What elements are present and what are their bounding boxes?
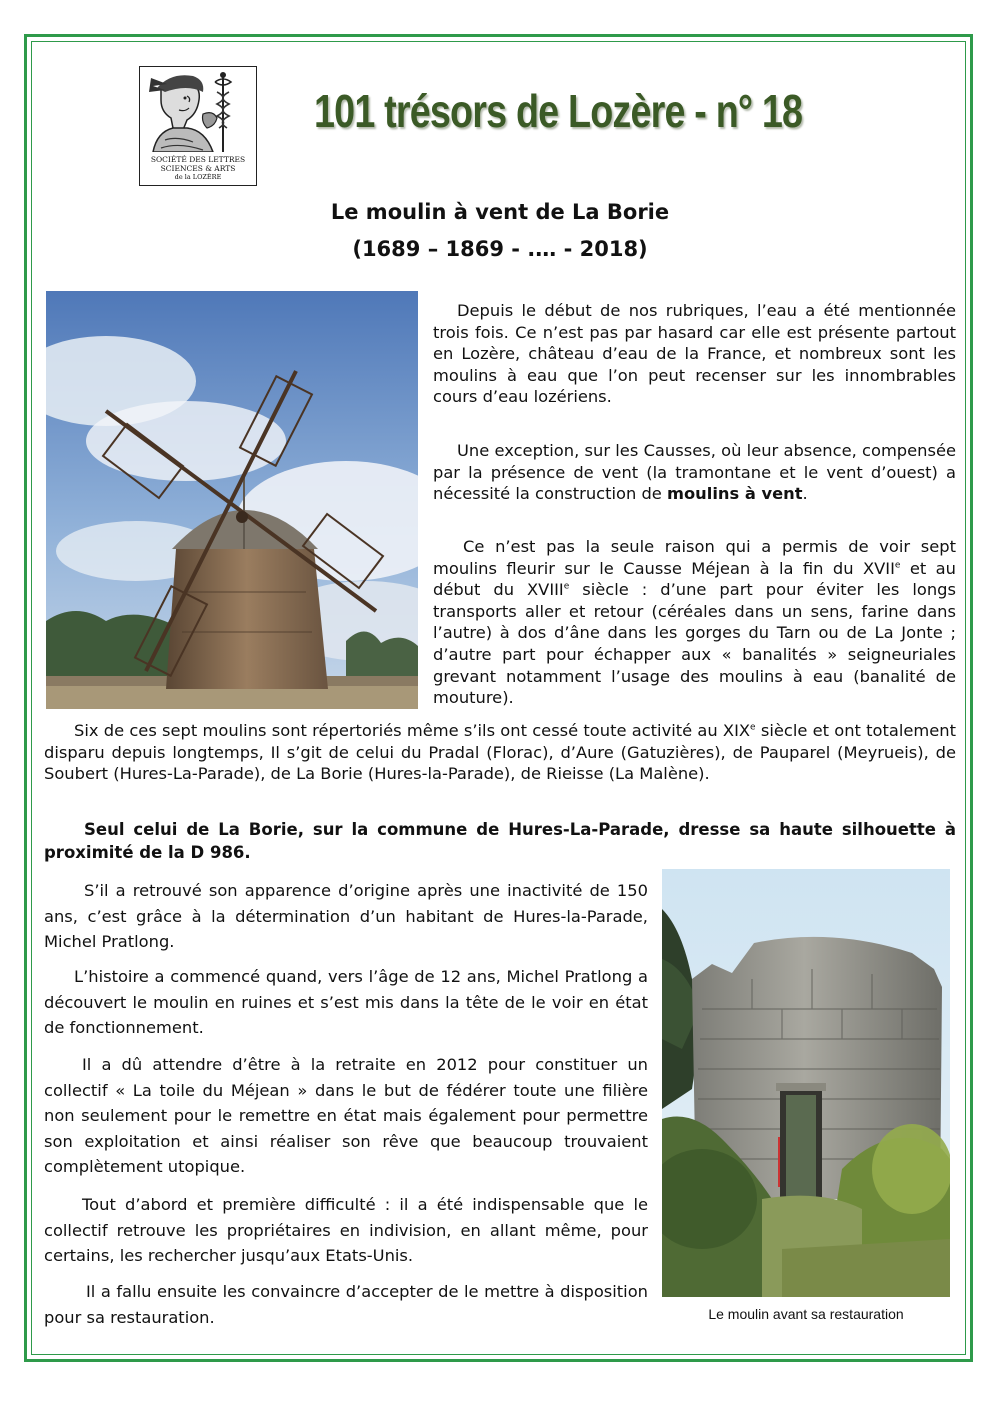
paragraph-9: Tout d’abord et première difficulté : il a été indispensable que le collectif retrouve les propriétaires en indivision, en allant même, pour certains, les rechercher jusqu’aux Etats-Unis.: [44, 1195, 648, 1265]
windmill-photo: [46, 291, 418, 709]
paragraph-2-text: Une exception, sur les Causses, où leur absence, compensée par la présence de vent (la tramontane et le vent d’ouest) a nécessité la construction de: [433, 441, 956, 504]
paragraph-4-b: siècle et ont totalement disparu depuis longtemps, Il s’git de celui du Pradal (Florac), d’Aure (Gatuzières), de Pauparel (Meyrueis), de Soubert (Hures-La-Parade), de La Borie (Hures-la-Parade), de Rieisse (La Malène).: [44, 721, 957, 784]
hermes-engraving-icon: [143, 70, 252, 152]
photo-caption: Le moulin avant sa restauration: [708, 1306, 904, 1322]
paragraph-1: Depuis le début de nos rubriques, l’eau a été mentionnée trois fois. Ce n’est pas par hasard car elle est présente partout en Lozère, château d’eau de la France, et nombreux sont les moulins à eau que l’on peut recenser sur les innombrables cours d’eau lozériens.: [433, 301, 956, 407]
paragraph-5-highlight: Seul celui de La Borie, sur la commune de Hures-La-Parade, dresse sa haute silhouette à proximité de la D 986.: [44, 820, 956, 862]
ruined-mill-photo: [662, 869, 950, 1297]
paragraph-4-sup: e: [750, 722, 756, 733]
paragraph-3-b: et au début du XVIII: [433, 558, 956, 600]
article-title: Le moulin à vent de La Borie: [330, 200, 670, 224]
paragraph-4: [44, 720, 956, 785]
paragraph-3: [433, 536, 956, 709]
society-logo: [139, 66, 257, 186]
paragraph-8: Il a dû attendre d’être à la retraite en 2012 pour constituer un collectif « La toile du Méjean » dans le but de fédérer toute une filière non seulement pour le remettre en état mais également pour permettre son exploitation et ainsi réaliser son rêve que beaucoup trouvaient complètement utopique.: [44, 1055, 648, 1176]
page-title: 101 trésors de Lozère - n° 18: [314, 85, 803, 137]
paragraph-4-a: Six de ces sept moulins sont répertoriés même s’ils ont cessé toute activité au XIX: [74, 721, 751, 740]
paragraph-2-end: .: [802, 484, 808, 504]
logo-line-3: de la LOZÈRE: [174, 173, 222, 181]
paragraph-10: Il a fallu ensuite les convaincre d’accepter de le mettre à disposition pour sa restauration.: [44, 1282, 648, 1327]
paragraph-3-sup1: e: [894, 560, 901, 571]
paragraph-3-sup2: e: [563, 581, 570, 592]
paragraph-3-a: Ce n’est pas la seule raison qui a permis de voir sept moulins fleurir sur le Causse Méjean à la fin du XVII: [433, 537, 956, 578]
paragraph-3-c: siècle : d’une part pour éviter les longs transports aller et retour (céréales dans un sens, farine dans l’autre) à dos d’âne dans les gorges du Tarn ou de La Jonte ; d’autre part pour échapper aux « banalités » seigneuriales grevant notamment l’usage des moulins à eau (banalité de mouture).: [433, 580, 956, 708]
article-dates: (1689 – 1869 - .… - 2018): [352, 237, 648, 261]
paragraph-7: L’histoire a commencé quand, vers l’âge de 12 ans, Michel Pratlong a découvert le moulin en ruines et s’est mis dans la tête de le voir en état de fonctionnement.: [44, 967, 648, 1037]
logo-line-2: SCIENCES & ARTS: [160, 164, 236, 173]
paragraph-6: S’il a retrouvé son apparence d’origine après une inactivité de 150 ans, c’est grâce à la détermination d’un habitant de Hures-la-Parade, Michel Pratlong.: [44, 881, 648, 951]
paragraph-2: [433, 440, 956, 505]
paragraph-2-bold: moulins à vent: [667, 484, 803, 504]
logo-line-1: SOCIÉTÉ DES LETTRES: [150, 155, 246, 164]
